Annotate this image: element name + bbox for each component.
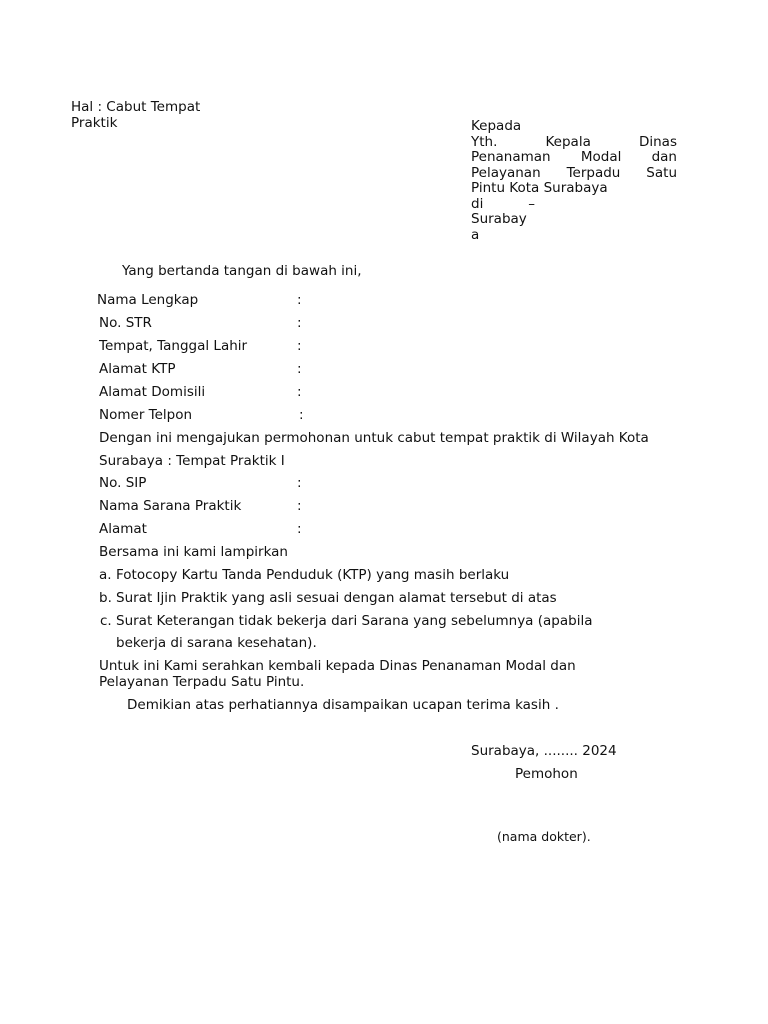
attachments-intro: Bersama ini kami lampirkan <box>99 544 288 560</box>
recipient-line-6: di – <box>471 195 535 212</box>
opening-text: Yang bertanda tangan di bawah ini, <box>122 263 362 279</box>
recipient-line-8: a <box>471 226 480 243</box>
field-colon: : <box>297 475 302 491</box>
recipient-line-2: Yth. Kepala Dinas <box>471 133 677 150</box>
signature-name: (nama dokter). <box>497 829 591 844</box>
closing-text: Demikian atas perhatiannya disampaikan ucapan terima kasih . <box>127 697 559 713</box>
attachment-item: Surat Ijin Praktik yang asli sesuai dengan alamat tersebut di atas <box>116 590 557 606</box>
field-label-str: No. STR <box>99 315 152 331</box>
field-label-practice-address: Alamat <box>99 521 147 537</box>
field-colon: : <box>297 315 302 331</box>
field-label-name: Nama Lengkap <box>97 292 199 308</box>
signature-role: Pemohon <box>515 766 578 782</box>
recipient-line-1: Kepada <box>471 118 522 134</box>
field-colon: : <box>297 498 302 514</box>
field-colon: : <box>297 338 302 354</box>
subject-line-2: Praktik <box>71 115 118 131</box>
request-line-2: Surabaya : Tempat Praktik I <box>99 453 285 469</box>
recipient-line-4: Pelayanan Terpadu Satu <box>471 164 677 181</box>
field-colon: : <box>299 407 304 423</box>
recipient-block <box>471 119 677 243</box>
recipient-line-5: Pintu Kota Surabaya <box>471 180 608 196</box>
subject-line-1: Hal : Cabut Tempat <box>71 99 201 115</box>
request-line-1: Dengan ini mengajukan permohonan untuk cabut tempat praktik di Wilayah Kota <box>99 430 649 446</box>
attachment-marker: a. <box>99 567 112 583</box>
handover-line-1: Untuk ini Kami serahkan kembali kepada Dinas Penanaman Modal dan <box>99 658 576 674</box>
field-colon: : <box>297 361 302 377</box>
attachment-marker: b. <box>99 590 112 606</box>
field-label-sip: No. SIP <box>99 475 147 491</box>
attachment-item: Surat Keterangan tidak bekerja dari Sarana yang sebelumnya (apabila <box>116 613 593 629</box>
field-label-phone: Nomer Telpon <box>99 407 193 423</box>
field-label-ktp-address: Alamat KTP <box>99 361 176 377</box>
field-colon: : <box>297 292 302 308</box>
field-label-facility: Nama Sarana Praktik <box>99 498 242 514</box>
recipient-line-7: Surabay <box>471 211 527 227</box>
attachment-item-continuation: bekerja di sarana kesehatan). <box>116 635 317 651</box>
attachment-item: Fotocopy Kartu Tanda Penduduk (KTP) yang masih berlaku <box>116 567 510 583</box>
subject-block <box>71 99 200 131</box>
field-colon: : <box>297 521 302 537</box>
field-label-domicile: Alamat Domisili <box>99 384 206 400</box>
signature-place-date: Surabaya, ........ 2024 <box>471 743 617 759</box>
recipient-line-3: Penanaman Modal dan <box>471 149 677 165</box>
attachment-marker: c. <box>100 613 112 629</box>
field-label-birth: Tempat, Tanggal Lahir <box>99 338 248 354</box>
field-colon: : <box>297 384 302 400</box>
handover-line-2: Pelayanan Terpadu Satu Pintu. <box>99 674 305 690</box>
